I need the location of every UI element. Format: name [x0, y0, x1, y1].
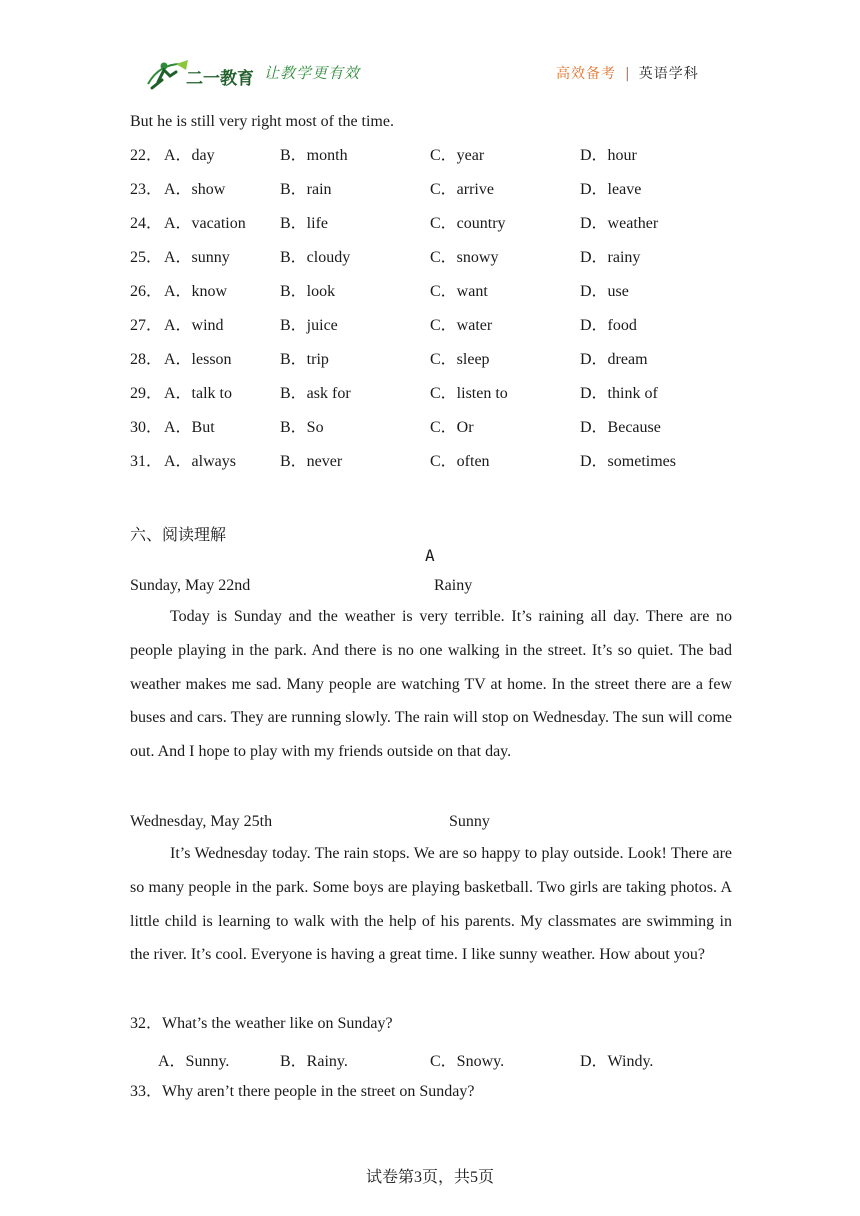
question-row: [130, 316, 730, 338]
option-b: B．rain: [280, 181, 332, 198]
option-a: A．Sunny.: [158, 1053, 230, 1070]
diary-date: Wednesday, May 25th: [130, 813, 273, 830]
option-a: A．wind: [164, 317, 224, 334]
brand-logo: [146, 58, 266, 92]
option-c: C．want: [430, 283, 488, 300]
option-b: B．juice: [280, 317, 338, 334]
option-b: B．trip: [280, 351, 329, 368]
question-number: 25．: [130, 249, 163, 266]
option-a: A．talk to: [164, 385, 232, 402]
option-d: D．Windy.: [580, 1053, 654, 1070]
diary-weather: Rainy: [434, 577, 473, 594]
question-row: [130, 248, 730, 270]
option-d: D．Because: [580, 419, 661, 436]
question-row: [130, 214, 730, 236]
intro-line: But he is still very right most of the time.: [130, 113, 394, 130]
section-title: 六、阅读理解: [130, 525, 227, 544]
logo-text: 二一教育: [186, 69, 254, 89]
page-header: [0, 0, 860, 100]
option-d: D．sometimes: [580, 453, 676, 470]
question-number: 24．: [130, 215, 163, 232]
option-a: A．sunny: [164, 249, 230, 266]
question-number: 22．: [130, 147, 163, 164]
question-row: [130, 282, 730, 304]
option-a: A．always: [164, 453, 236, 470]
option-a: A．vacation: [164, 215, 246, 232]
diary-paragraph: It’s Wednesday today. The rain stops. We are so happy to play outside. Look! There are so many people in the park. Some boys are playing basketball. Two girls are taking photos. A little child is learning to walk with the help of his parents. My classmates are swimming in the river. It’s cool. Everyone is having a great time. I like sunny weather. How about you?: [130, 845, 732, 964]
option-c: C．Or: [430, 419, 474, 436]
header-separator: |: [625, 66, 630, 82]
question-number: 28．: [130, 351, 163, 368]
option-a: A．day: [164, 147, 215, 164]
question-row: [130, 146, 730, 168]
option-b: B．cloudy: [280, 249, 351, 266]
option-d: D．weather: [580, 215, 659, 232]
option-b: B．life: [280, 215, 328, 232]
question-number: 26．: [130, 283, 163, 300]
question-number: 30．: [130, 419, 163, 436]
option-c: C．sleep: [430, 351, 490, 368]
option-c: C．snowy: [430, 249, 499, 266]
header-subject: 英语学科: [638, 66, 699, 82]
option-b: B．So: [280, 419, 324, 436]
diary-weather: Sunny: [449, 813, 490, 830]
option-b: B．ask for: [280, 385, 351, 402]
question-stem: 32．What’s the weather like on Sunday?: [130, 1015, 393, 1032]
option-d: D．hour: [580, 147, 637, 164]
header-tag-prep: 高效备考: [556, 66, 616, 82]
question-row: [130, 452, 730, 474]
option-a: A．But: [164, 419, 215, 436]
header-tags: [556, 63, 699, 83]
option-c: C．arrive: [430, 181, 494, 198]
passage-label: A: [425, 546, 435, 565]
option-c: C．year: [430, 147, 485, 164]
option-d: D．dream: [580, 351, 648, 368]
question-row: [130, 418, 730, 440]
option-d: D．leave: [580, 181, 642, 198]
option-c: C．listen to: [430, 385, 508, 402]
option-b: B．never: [280, 453, 343, 470]
option-d: D．food: [580, 317, 637, 334]
option-c: C．often: [430, 453, 490, 470]
option-b: B．month: [280, 147, 348, 164]
option-b: B．look: [280, 283, 336, 300]
question-row: [130, 180, 730, 202]
diary-date: Sunday, May 22nd: [130, 577, 251, 594]
question-row: [130, 384, 730, 406]
option-c: C．water: [430, 317, 493, 334]
option-d: D．rainy: [580, 249, 641, 266]
option-c: C．Snowy.: [430, 1053, 505, 1070]
question-number: 31．: [130, 453, 163, 470]
option-d: D．think of: [580, 385, 658, 402]
option-d: D．use: [580, 283, 629, 300]
slogan: 让教学更有效: [264, 64, 361, 82]
option-a: A．lesson: [164, 351, 232, 368]
question-row: [130, 350, 730, 372]
diary-paragraph: Today is Sunday and the weather is very terrible. It’s raining all day. There are no people playing in the park. And there is no one walking in the street. It’s so quiet. The bad weather makes me sad. Many people are watching TV at home. In the street there are a few buses and cars. They are running slowly. The rain will stop on Wednesday. The sun will come out. And I hope to play with my friends outside on that day.: [130, 608, 732, 761]
question-number: 27．: [130, 317, 163, 334]
option-c: C．country: [430, 215, 506, 232]
page-footer: 试卷第3页，共5页: [365, 1169, 494, 1186]
question-stem: 33．Why aren’t there people in the street on Sunday?: [130, 1083, 475, 1100]
option-a: A．know: [164, 283, 228, 300]
question-number: 23．: [130, 181, 163, 198]
question-options: [130, 1048, 730, 1070]
option-b: B．Rainy.: [280, 1053, 348, 1070]
option-a: A．show: [164, 181, 226, 198]
question-number: 29．: [130, 385, 163, 402]
